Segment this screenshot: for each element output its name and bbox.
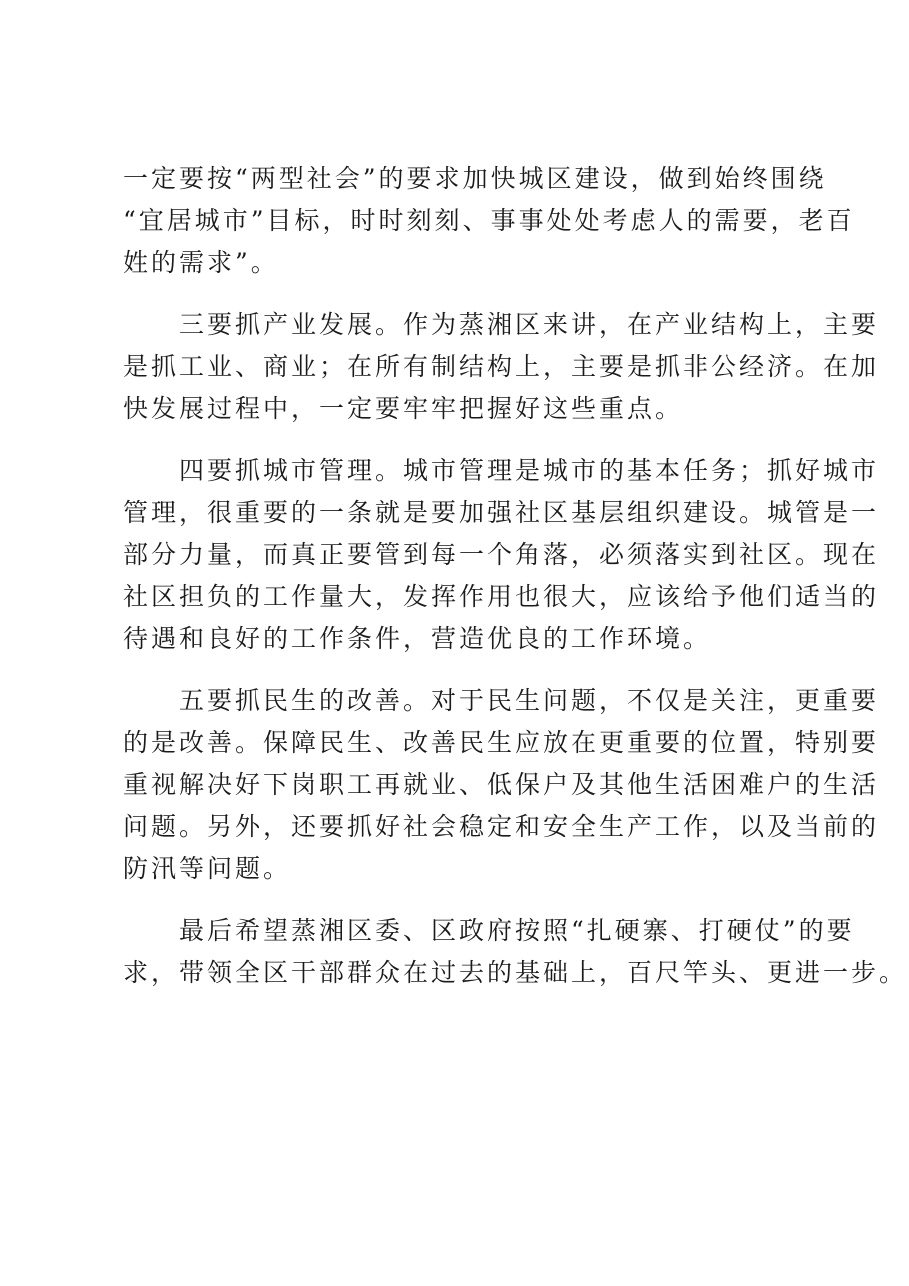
document-body	[123, 158, 908, 994]
paragraph-line: 求，带领全区干部群众在过去的基础上，百尺竿头、更进一步。	[123, 958, 908, 987]
paragraph-gap	[123, 660, 803, 680]
paragraph-gap	[123, 284, 803, 304]
paragraph-line: 快发展过程中，一定要牢牢把握好这些重点。	[123, 394, 684, 423]
paragraph-line: 五要抓民生的改善。对于民生问题，不仅是关注，更重要	[179, 686, 880, 715]
paragraph-line: 重视解决好下岗职工再就业、低保户及其他生活困难户的生活	[123, 770, 880, 799]
paragraph-3	[123, 450, 880, 660]
paragraph-line: 姓的需求”。	[123, 248, 279, 277]
paragraph-2	[123, 304, 880, 430]
paragraph-line: 最后希望蒸湘区委、区政府按照“扎硬寨、打硬仗”的要	[179, 916, 855, 945]
paragraph-5	[123, 910, 908, 994]
paragraph-gap	[123, 430, 803, 450]
paragraph-1	[123, 158, 855, 284]
paragraph-line: 待遇和良好的工作条件，营造优良的工作环境。	[123, 624, 712, 653]
paragraph-4	[123, 680, 880, 890]
paragraph-gap	[123, 890, 803, 910]
paragraph-line: 的是改善。保障民生、改善民生应放在更重要的位置，特别要	[123, 728, 880, 757]
paragraph-line: “宜居城市”目标，时时刻刻、事事处处考虑人的需要，老百	[123, 206, 855, 235]
paragraph-line: 防汛等问题。	[123, 854, 292, 883]
paragraph-line: 管理，很重要的一条就是要加强社区基层组织建设。城管是一	[123, 498, 880, 527]
paragraph-line: 部分力量，而真正要管到每一个角落，必须落实到社区。现在	[123, 540, 880, 569]
paragraph-line: 社区担负的工作量大，发挥作用也很大，应该给予他们适当的	[123, 582, 880, 611]
paragraph-line: 三要抓产业发展。作为蒸湘区来讲，在产业结构上，主要	[179, 310, 880, 339]
paragraph-line: 是抓工业、商业；在所有制结构上，主要是抓非公经济。在加	[123, 352, 880, 381]
paragraph-line: 问题。另外，还要抓好社会稳定和安全生产工作，以及当前的	[123, 812, 880, 841]
paragraph-line: 四要抓城市管理。城市管理是城市的基本任务；抓好城市	[179, 456, 880, 485]
paragraph-line: 一定要按“两型社会”的要求加快城区建设，做到始终围绕	[123, 164, 827, 193]
